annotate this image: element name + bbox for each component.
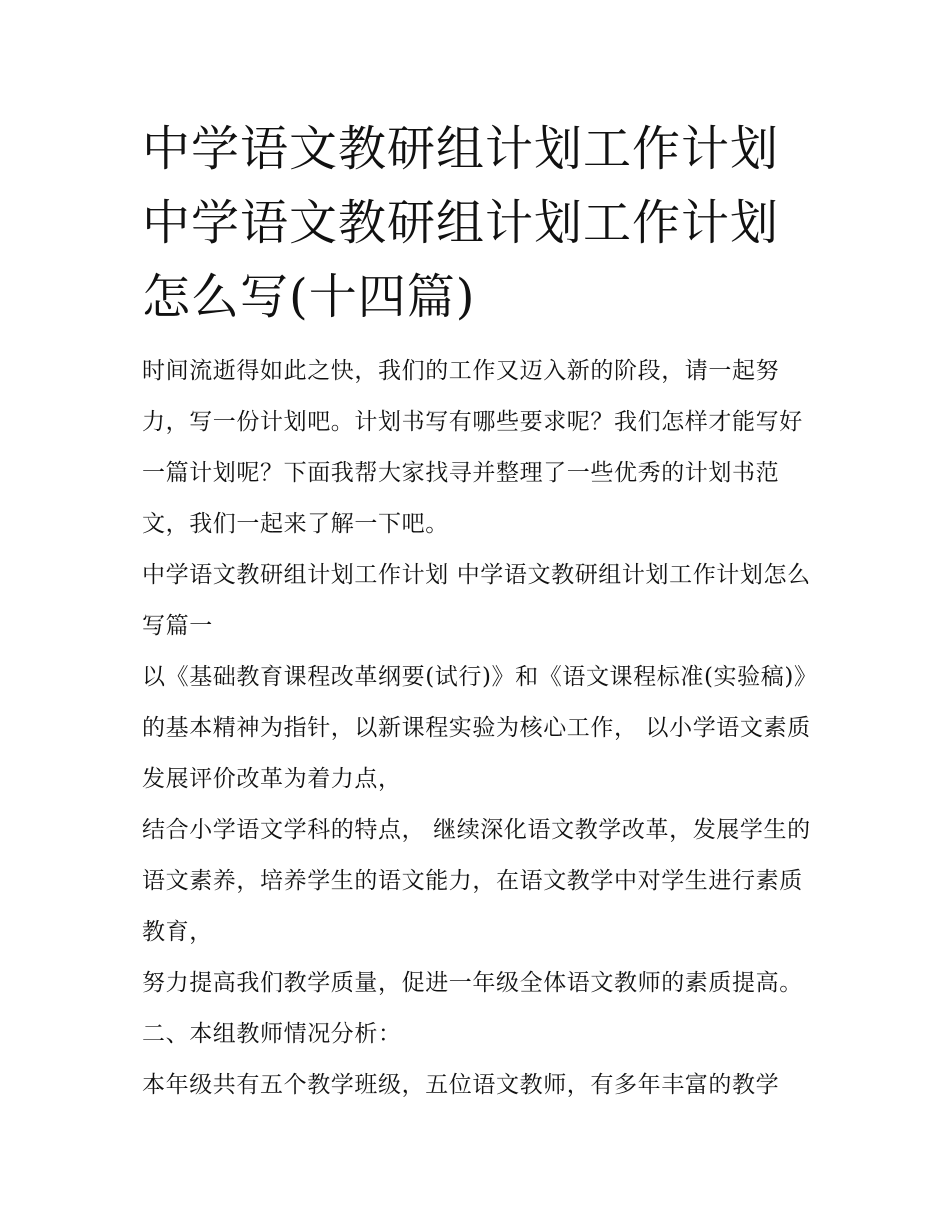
- body-paragraph: 以《基础教育课程改革纲要(试行)》和《语文课程标准(实验稿)》的基本精神为指针，以新课程实验为核心工作， 以小学语文素质发展评价改革为着力点，: [142, 664, 818, 792]
- intro-paragraph: 时间流逝得如此之快，我们的工作又迈入新的阶段，请一起努力，写一份计划吧。计划书写有哪些要求呢？我们怎样才能写好一篇计划呢？下面我帮大家找寻并整理了一些优秀的计划书范文，我们一起来了解一下吧。: [142, 358, 803, 537]
- document-page: [142, 112, 822, 1111]
- document-title: 中学语文教研组计划工作计划 中学语文教研组计划工作计划怎么写(十四篇): [142, 121, 780, 325]
- section-heading: 中学语文教研组计划工作计划 中学语文教研组计划工作计划怎么写篇一: [142, 562, 811, 639]
- body-paragraph: 结合小学语文学科的特点， 继续深化语文教学改革，发展学生的语文素养，培养学生的语文能力，在语文教学中对学生进行素质教育，: [142, 817, 811, 945]
- body-paragraph: 努力提高我们教学质量，促进一年级全体语文教师的素质提高。 二、本组教师情况分析：: [142, 970, 803, 1047]
- body-paragraph: 本年级共有五个教学班级，五位语文教师，有多年丰富的教学: [142, 1072, 780, 1098]
